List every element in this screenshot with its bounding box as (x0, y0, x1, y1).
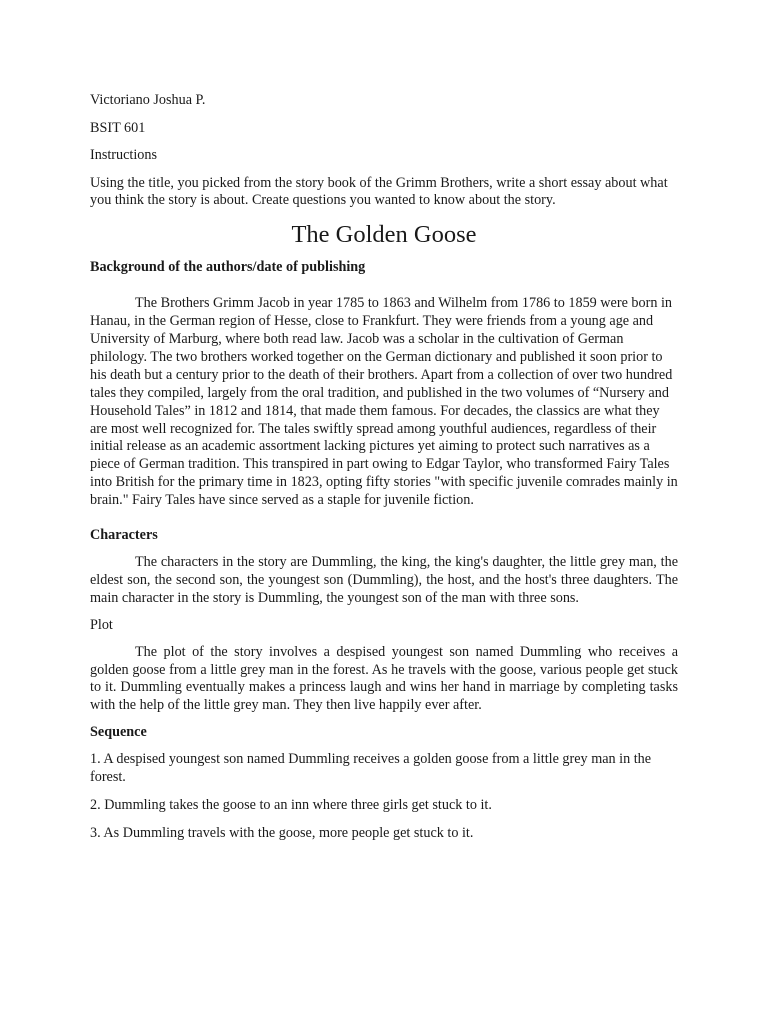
document-page (90, 92, 678, 843)
instructions-text: Using the title, you picked from the story book of the Grimm Brothers, write a short essay about what you think the story is about. Create questions you wanted to know about the story. (90, 174, 668, 209)
plot-heading: Plot (90, 616, 113, 633)
instructions-label: Instructions (90, 147, 157, 163)
plot-paragraph: The plot of the story involves a despised youngest son named Dummling who receives a golden goose from a little grey man in the forest. As he travels with the goose, various people get stuck to it. Dummling eventually makes a princess laugh and wins her hand in marriage by completing tasks with the help of the little grey man. They then live happily ever after. (90, 643, 678, 714)
background-heading: Background of the authors/date of publishing (90, 259, 366, 276)
background-paragraph: The Brothers Grimm Jacob in year 1785 to 1863 and Wilhelm from 1786 to 1859 were born in Hanau, in the German region of Hesse, close to Frankfurt. They were friends from a young age and University of Marburg, where both read law. Jacob was a scholar in the cultivation of German philology. The two brothers worked together on the German dictionary and published it soon prior to his death but a century prior to the death of their brothers. Apart from a collection of over two hundred tales they compiled, largely from the oral tradition, and published in the two volumes of “Nursery and Household Tales” in 1812 and 1814, that made them famous. For decades, the classics are what they are most well recognized for. The tales swiftly spread among youthful audiences, regardless of their initial release as an academic assortment lacking pictures yet aiming to protect such narratives as a piece of German tradition. This transpired in part owing to Edgar Taylor, who transformed Fairy Tales into British for the primary time in 1823, opting fifty stories "with specific juvenile comrades mainly in brain." Fairy Tales have since served as a staple for juvenile fiction. (90, 295, 678, 509)
author-name: Victoriano Joshua P. (90, 92, 206, 108)
sequence-heading: Sequence (90, 724, 147, 741)
course-section: BSIT 601 (90, 119, 146, 136)
sequence-item: 2. Dummling takes the goose to an inn where three girls get stuck to it. (90, 796, 492, 813)
sequence-item: 1. A despised youngest son named Dummling receives a golden goose from a little grey man in the forest. (90, 751, 652, 786)
characters-paragraph: The characters in the story are Dummling, the king, the king's daughter, the little grey man, the eldest son, the second son, the youngest son (Dummling), the host, and the host's three daughters. The main character in the story is Dummling, the youngest son of the man with three sons. (90, 554, 678, 606)
sequence-item: 3. As Dummling travels with the goose, more people get stuck to it. (90, 824, 474, 841)
characters-heading: Characters (90, 527, 158, 544)
document-title: The Golden Goose (291, 221, 477, 249)
